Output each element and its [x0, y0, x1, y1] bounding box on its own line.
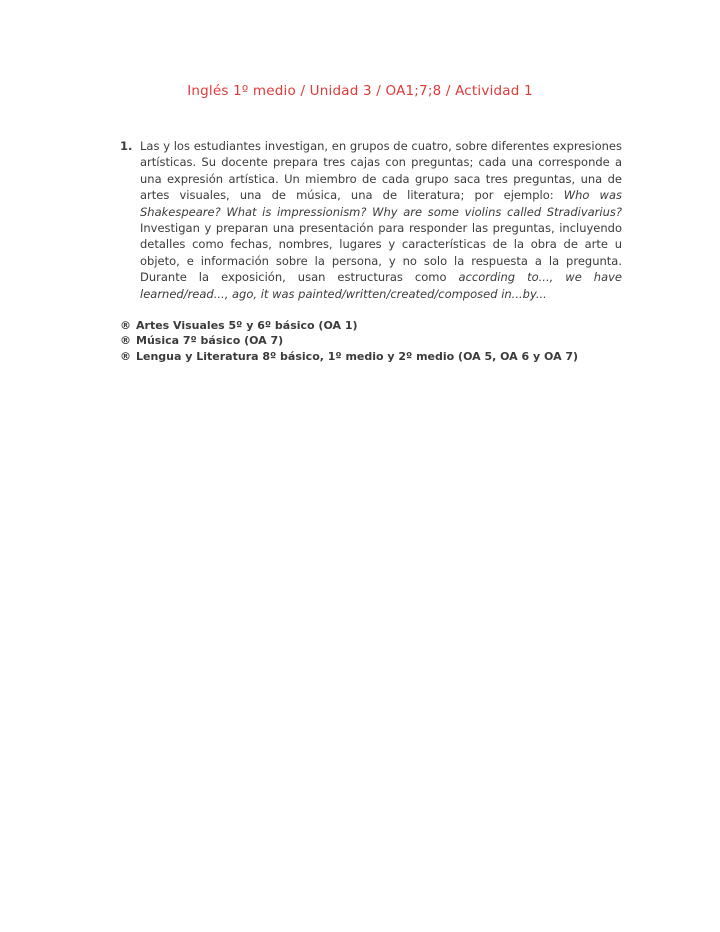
registered-bullet-icon: ®: [120, 334, 131, 348]
activity-number: 1.: [120, 139, 133, 153]
reference-item: [120, 318, 578, 333]
paragraph-segment-italic: according to..., we have learned/read..., ago, it was painted/written/created/composed in...by...: [140, 270, 623, 301]
reference-item-label: Artes Visuales 5º y 6º básico (OA 1): [136, 319, 358, 332]
paragraph-segment: Investigan y preparan una presentación para responder las preguntas, incluyendo detalles como fechas, nombres, lugares y características de la obra de arte u objeto, e información sobre la persona, y no solo la respuesta a la pregunta. Durante la exposición, usan estructuras como: [140, 221, 622, 285]
paragraph-segment-italic: Who was Shakespeare? What is impressionism? Why are some violins called Stradivarius?: [140, 188, 622, 219]
reference-item: [120, 333, 578, 348]
activity-paragraph: [140, 138, 622, 302]
registered-bullet-icon: ®: [120, 319, 131, 332]
reference-item-label: Lengua y Literatura 8º básico, 1º medio y 2º medio (OA 5, OA 6 y OA 7): [136, 349, 579, 363]
paragraph-segment: Las y los estudiantes investigan, en grupos de cuatro, sobre diferentes expresiones artísticas. Su docente prepara tres cajas con preguntas; cada una corresponde a una expresión artística. Un miembro de cada grupo saca tres preguntas, una de artes visuales, una de música, una de literatura; por ejemplo:: [140, 139, 622, 203]
curriculum-references: [120, 318, 578, 364]
activity-item: [120, 138, 622, 302]
reference-item: [120, 349, 578, 364]
page-title: Inglés 1º medio / Unidad 3 / OA1;7;8 / Actividad 1: [187, 83, 533, 99]
reference-item-label: Música 7º básico (OA 7): [136, 334, 284, 348]
registered-bullet-icon: ®: [120, 349, 131, 363]
